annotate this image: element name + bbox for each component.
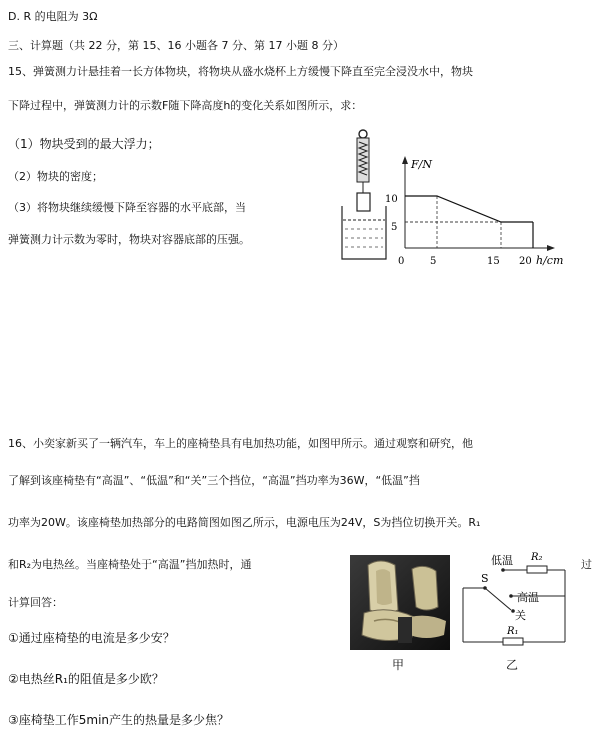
q15-part-2: （2）物块的密度； bbox=[8, 170, 103, 183]
scale-hook-ring bbox=[359, 130, 367, 138]
r2-label: R₂ bbox=[531, 552, 543, 563]
q15-line-2: 下降过程中，弹簧测力计的示数F随下降高度h的变化关系如图所示，求： bbox=[8, 99, 363, 112]
q16-part-2: ②电热丝R₁的阻值是多少欧？ bbox=[8, 672, 164, 686]
car-seat-photo bbox=[350, 555, 450, 650]
q16-part-1: ①通过座椅垫的电流是多少安？ bbox=[8, 631, 175, 645]
photo-caption: 甲 bbox=[392, 658, 405, 672]
q16-line-3: 功率为20W。该座椅垫加热部分的电路简图如图乙所示，电源电压为24V，S为挡位切换开关。R₁ bbox=[8, 516, 481, 529]
beaker bbox=[342, 206, 386, 259]
block bbox=[357, 193, 370, 211]
y-axis-label: F/N bbox=[411, 158, 432, 171]
resistor-r2 bbox=[527, 566, 547, 573]
x-tick-20: 20 bbox=[519, 256, 532, 267]
q16-line-2: 了解到该座椅垫有“高温”、“低温”和“关”三个挡位，“高温”挡功率为36W，“低温”挡 bbox=[8, 474, 420, 487]
x-tick-15: 15 bbox=[487, 256, 500, 267]
section-heading: 三、计算题（共 22 分，第 15、16 小题各 7 分、第 17 小题 8 分） bbox=[8, 39, 344, 52]
switch-label: S bbox=[481, 572, 489, 585]
q15-part-3b: 弹簧测力计示数为零时，物块对容器底部的压强。 bbox=[8, 233, 250, 246]
q16-line-1: 16、小奕家新买了一辆汽车，车上的座椅垫具有电加热功能，如图甲所示。通过观察和研究，他 bbox=[8, 437, 473, 450]
circuit-diagram bbox=[455, 548, 575, 653]
force-curve bbox=[405, 196, 533, 222]
option-d-line: D. R 的电阻为 3Ω bbox=[8, 10, 98, 23]
q15-part-3a: （3）将物块继续缓慢下降至容器的水平底部，当 bbox=[8, 201, 246, 214]
off-label: 关 bbox=[515, 609, 526, 622]
r1-label: R₁ bbox=[507, 626, 519, 637]
low-temp-label: 低温 bbox=[491, 554, 513, 567]
q16-line-4: 和R₂为电热丝。当座椅垫处于“高温”挡加热时，通 bbox=[8, 558, 252, 571]
q16-line-5: 计算回答： bbox=[8, 596, 63, 609]
origin-label: 0 bbox=[398, 256, 405, 267]
q15-part-1: （1）物块受到的最大浮力； bbox=[8, 137, 160, 151]
force-height-graph bbox=[383, 150, 583, 275]
circuit-caption: 乙 bbox=[506, 658, 519, 672]
x-tick-5: 5 bbox=[430, 256, 437, 267]
q16-part-3: ③座椅垫工作5min产生的热量是多少焦？ bbox=[8, 713, 230, 727]
high-temp-label: 高温 bbox=[517, 591, 539, 604]
switch-blade bbox=[485, 588, 511, 610]
x-axis-arrow bbox=[547, 245, 555, 251]
seat-back-2 bbox=[412, 566, 438, 610]
y-tick-5: 5 bbox=[391, 222, 398, 233]
q15-line-1: 15、弹簧测力计悬挂着一长方体物块，将物块从盛水烧杯上方缓慢下降直至完全浸没水中，物块 bbox=[8, 65, 473, 78]
y-tick-10: 10 bbox=[385, 194, 398, 205]
q16-line-4-tail: 过 bbox=[581, 558, 592, 571]
high-contact bbox=[509, 594, 513, 598]
y-axis-arrow bbox=[402, 156, 408, 164]
x-axis-label: h/cm bbox=[536, 254, 564, 267]
resistor-r1 bbox=[503, 638, 523, 645]
low-contact bbox=[501, 568, 505, 572]
